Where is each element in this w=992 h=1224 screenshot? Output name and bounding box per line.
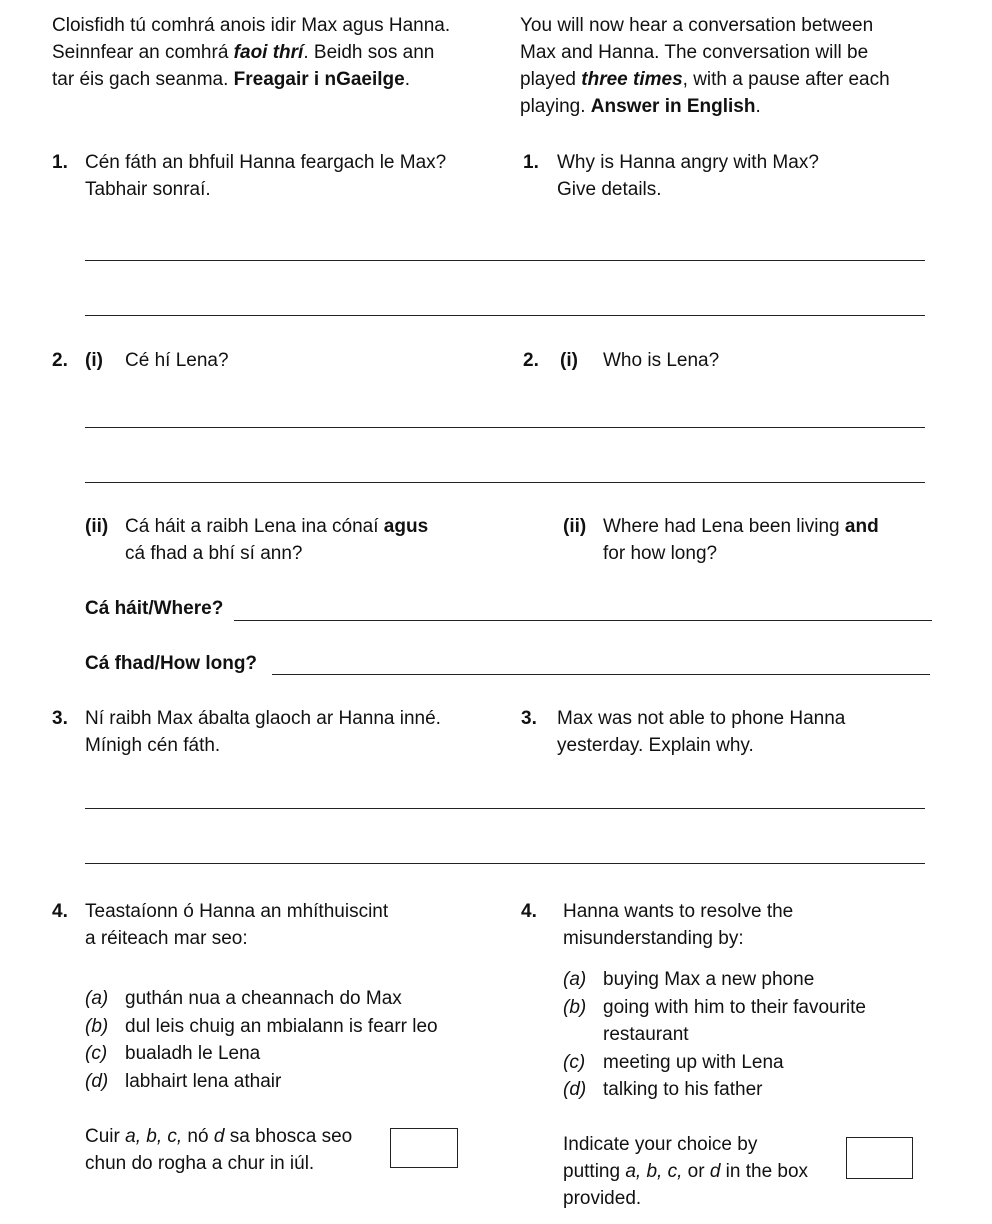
- q3-question-english: [557, 705, 845, 759]
- q2-i-question-english: Who is Lena?: [603, 350, 720, 371]
- q3-irish-line-1: Ní raibh Max ábalta glaoch ar Hanna inné.: [85, 708, 441, 729]
- q4-english-option-c: (c) meeting up with Lena: [563, 1052, 784, 1073]
- q1-english-line-1: Why is Hanna angry with Max?: [557, 152, 819, 173]
- q2-part-ii-english: (ii): [563, 516, 587, 537]
- q2-i-answer-line-2[interactable]: [85, 482, 925, 483]
- q2-number-irish: 2.: [52, 350, 68, 371]
- how-long-answer-line[interactable]: [272, 674, 930, 675]
- q4-english-option-b-cont: restaurant: [603, 1024, 689, 1045]
- intro-english-line-2: Max and Hanna. The conversation will be: [520, 42, 869, 63]
- q2-number-english: 2.: [523, 350, 539, 371]
- how-long-label: Cá fhad/How long?: [85, 653, 258, 674]
- q4-irish-line-2: a réiteach mar seo:: [85, 928, 248, 949]
- q3-number-english: 3.: [521, 708, 537, 729]
- q4-irish-option-d: (d) labhairt lena athair: [85, 1071, 282, 1092]
- q3-number-irish: 3.: [52, 708, 68, 729]
- q1-number-irish: 1.: [52, 152, 68, 173]
- q4-question-english: [563, 898, 793, 952]
- q4-english-option-b: (b) going with him to their favourite: [563, 997, 866, 1018]
- q4-irish-option-c: (c) bualadh le Lena: [85, 1043, 261, 1064]
- q2-ii-question-irish: [125, 513, 428, 567]
- q4-instruction-english-line-3: provided.: [563, 1188, 642, 1209]
- q2-ii-english-line-2: for how long?: [603, 543, 718, 564]
- intro-irish: [52, 12, 450, 93]
- q4-english-option-a: (a) buying Max a new phone: [563, 969, 815, 990]
- q3-answer-line-1[interactable]: [85, 808, 925, 809]
- q4-instruction-english-line-1: Indicate your choice by: [563, 1134, 758, 1155]
- q4-instruction-irish: [85, 1123, 352, 1177]
- intro-irish-line-3: tar éis gach seanma. Freagair i nGaeilge.: [52, 69, 411, 90]
- q2-ii-english-line-1: Where had Lena been living and: [603, 516, 879, 537]
- intro-irish-line-2: Seinnfear an comhrá faoi thrí. Beidh sos ann: [52, 42, 435, 63]
- q4-instruction-english-line-2: putting a, b, c, or d in the box: [563, 1161, 809, 1182]
- q4-english-line-2: misunderstanding by:: [563, 928, 744, 949]
- q4-answer-box-english[interactable]: [846, 1137, 913, 1179]
- q1-answer-line-1[interactable]: [85, 260, 925, 261]
- q2-ii-irish-line-1: Cá háit a raibh Lena ina cónaí agus: [125, 516, 429, 537]
- q2-part-ii-irish: (ii): [85, 516, 109, 537]
- q3-english-line-1: Max was not able to phone Hanna: [557, 708, 846, 729]
- q1-irish-line-2: Tabhair sonraí.: [85, 179, 211, 200]
- q4-english-line-1: Hanna wants to resolve the: [563, 901, 794, 922]
- q3-answer-line-2[interactable]: [85, 863, 925, 864]
- where-label: Cá háit/Where?: [85, 598, 224, 619]
- intro-english-line-3: played three times, with a pause after each: [520, 69, 890, 90]
- q4-irish-line-1: Teastaíonn ó Hanna an mhíthuiscint: [85, 901, 389, 922]
- q4-instruction-english: [563, 1131, 808, 1212]
- q4-number-irish: 4.: [52, 901, 68, 922]
- q3-irish-line-2: Mínigh cén fáth.: [85, 735, 221, 756]
- intro-english-line-4: playing. Answer in English.: [520, 96, 761, 117]
- q4-question-irish: [85, 898, 388, 952]
- q3-english-line-2: yesterday. Explain why.: [557, 735, 754, 756]
- q1-number-english: 1.: [523, 152, 539, 173]
- intro-english: [520, 12, 890, 120]
- q2-part-i-english: (i): [560, 350, 578, 371]
- q4-instruction-irish-line-2: chun do rogha a chur in iúl.: [85, 1153, 315, 1174]
- intro-irish-line-1: Cloisfidh tú comhrá anois idir Max agus Hanna.: [52, 15, 451, 36]
- q2-part-i-irish: (i): [85, 350, 103, 371]
- q4-irish-option-a: (a) guthán nua a cheannach do Max: [85, 988, 402, 1009]
- q3-question-irish: [85, 705, 441, 759]
- q4-english-option-d: (d) talking to his father: [563, 1079, 763, 1100]
- q1-question-irish: [85, 149, 446, 203]
- q4-irish-option-b: (b) dul leis chuig an mbialann is fearr leo: [85, 1016, 438, 1037]
- q2-i-answer-line-1[interactable]: [85, 427, 925, 428]
- q1-english-line-2: Give details.: [557, 179, 662, 200]
- where-answer-line[interactable]: [234, 620, 932, 621]
- q4-instruction-irish-line-1: Cuir a, b, c, nó d sa bhosca seo: [85, 1126, 353, 1147]
- q4-answer-box-irish[interactable]: [390, 1128, 458, 1168]
- q1-irish-line-1: Cén fáth an bhfuil Hanna feargach le Max?: [85, 152, 447, 173]
- q2-ii-irish-line-2: cá fhad a bhí sí ann?: [125, 543, 303, 564]
- q1-question-english: [557, 149, 819, 203]
- intro-english-line-1: You will now hear a conversation between: [520, 15, 874, 36]
- q2-i-question-irish: Cé hí Lena?: [125, 350, 229, 371]
- q1-answer-line-2[interactable]: [85, 315, 925, 316]
- q2-ii-question-english: [603, 513, 879, 567]
- q4-number-english: 4.: [521, 901, 537, 922]
